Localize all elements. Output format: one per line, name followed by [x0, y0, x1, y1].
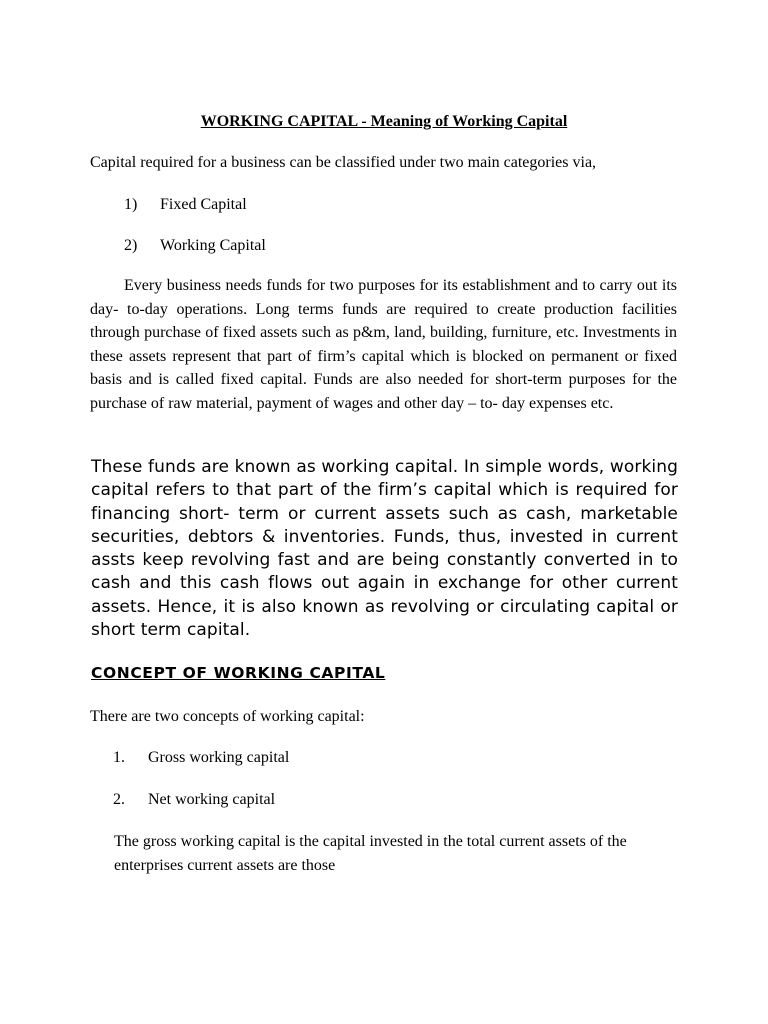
list-item-label: Gross working capital [148, 749, 290, 766]
paragraph-working-capital: These funds are known as working capital. In simple words, working capital refers to that part of the firm’s capital which is required for financing short- term or current assets such as cash, marketable securities, debtors & inventories. Funds, thus, invested in current assts keep revolving fast and are being constantly converted in to cash and this cash flows out again in exchange for other current assets. Hence, it is also known as revolving or circulating capital or short term capital. [91, 457, 678, 641]
paragraph-text: Every business needs funds for two purposes for its establishment and to carry out its day- to-day operations. Long terms funds are required to create production facilities through purchase of fixed assets such as p&m, land, building, furniture, etc. Investments in these assets represent that part of firm’s capital which is blocked on permanent or fixed basis and is called fixed capital. Funds are also needed for short-term purposes for the purchase of raw material, payment of wages and other day – to- day expenses etc. [90, 277, 677, 412]
document-title: WORKING CAPITAL - Meaning of Working Capital [200, 113, 568, 130]
list-item-label: Working Capital [160, 237, 266, 254]
list-item-number: 1) [124, 196, 138, 213]
list-item-number: 2. [113, 791, 125, 808]
intro-text: Capital required for a business can be classified under two main categories via, [90, 154, 597, 171]
list-item-label: Fixed Capital [160, 196, 247, 213]
section-heading: CONCEPT OF WORKING CAPITAL [91, 664, 386, 682]
paragraph-fixed-capital [90, 274, 677, 415]
list-item-label: Net working capital [148, 791, 276, 808]
concepts-intro-text: There are two concepts of working capital: [90, 708, 365, 725]
paragraph-gross-working-capital: The gross working capital is the capital invested in the total current assets of the enterprises current assets are those [114, 833, 627, 874]
list-item-number: 1. [113, 749, 125, 766]
list-item-number: 2) [124, 237, 138, 254]
